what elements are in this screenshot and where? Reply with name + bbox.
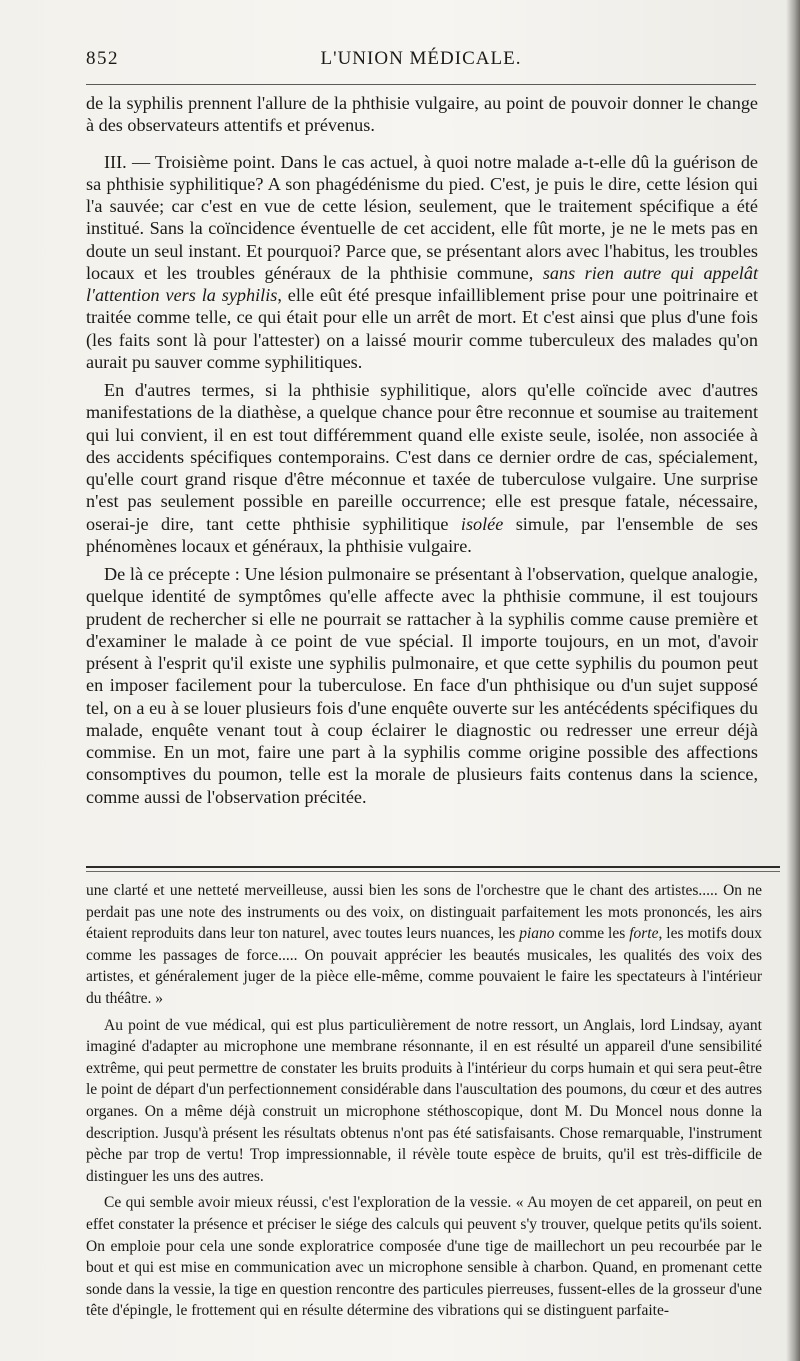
section-label: III. [104,151,127,172]
note-paragraph-medical: Au point de vue médical, qui est plus particulièrement de notre ressort, un Anglais, lord Lindsay, ayant imaginé d'adapter au microphone une membrane résonnante, il en est résulté un appareil d'une sensibilité extrême, qui peut permettre de constater les bruits produits à l'intérieur du corps humain et qui sera peut-être le point de départ d'un perfectionnement considérable dans l'auscultation des poumons, du cœur et des autres organes. On a même déjà construit un microphone stéthoscopique, dont M. Du Moncel nous donne la description. Jusqu'à présent les résultats obtenus n'ont pas été satisfaisants. Chose remarquable, l'instrument pèche par trop de vertu! Trop impressionnable, il révèle toute espèce de bruits, qu'il est très-difficile de distinguer les uns des autres. [86,1016,762,1185]
page-edge-shadow [786,0,800,1361]
main-text [86,92,758,808]
italic-phrase: sans rien autre qui appelât l'attention vers la syphilis [86,262,759,305]
paragraph-precept: De là ce précepte : Une lésion pulmonaire se présentant à l'observation, quelque analogie, quelque identité de symptômes qu'elle affecte avec la phthisie commune, il est toujours prudent de rechercher si elle ne pourrait se rattacher à la syphilis comme cause première et d'examiner le malade à ce point de vue spécial. Il importe toujours, en un mot, d'avoir présent à l'esprit qu'il existe une syphilis pulmonaire, et que cette syphilis du poumon peut en imposer facilement pour la tuberculose. En face d'un phthisique ou d'un sujet supposé tel, on a eu à se louer plusieurs fois d'une enquête ouverte sur les antécédents spécifiques du malade, enquête venant tout à coup éclairer le diagnostic ou redresser une erreur déjà commise. En un mot, faire une part à la syphilis comme origine possible des affections consomptives du poumon, telle est la morale de plusieurs faits contenus dans la science, comme aussi de l'observation précitée. [86,564,758,807]
footnote-separator [86,866,780,868]
page-header [86,46,756,76]
paragraph-third-point: III. — Troisième point. Dans le cas actuel, à quoi notre malade a-t-elle dû la guérison de sa phthisie syphilitique? A son phagédénisme du pied. C'est, je puis le dire, cette lésion qui l'a sauvée; car c'est en vue de cette lésion, seulement, que le traitement spécifique a été institué. Sans la coïncidence éventuelle de cet accident, elle fût morte, je ne le mets pas en doute un seul instant. Et pourquoi? Parce que, se présentant alors avec l'habitus, les troubles locaux et les troubles généraux de la phthisie commune, sans rien autre qui appelât l'attention vers la syphilis, elle eût été presque infailliblement prise pour une poitrinaire et traitée comme telle, ce qui était pour elle un arrêt de mort. Et c'est ainsi que plus d'une fois (les faits sont là pour l'attester) on a laissé mourir comme tuberculeux des malades qu'on aurait pu sauver comme syphilitiques. [86,151,759,372]
running-title: L'UNION MÉDICALE. [320,48,522,69]
footnote-separator-thin [86,871,780,872]
italic-word: isolée [460,513,504,534]
page-number: 852 [86,48,119,69]
paragraph-other-terms: En d'autres termes, si la phthisie syphilitique, alors qu'elle coïncide avec d'autres manifestations de la diathèse, a quelque chance pour être reconnue et soumise au traitement qui lui convient, il en est tout différemment quand elle existe seule, isolée, non associée à des accidents spécifiques contemporains. C'est dans ce dernier ordre de cas, spécialement, qu'elle court grand risque d'être méconnue et taxée de tuberculose vulgaire. Une surprise n'est pas seulement possible en pareille occurrence; elle est presque fatale, nécessaire, oserai-je dire, tant cette phthisie syphilitique isolée simule, par l'ensemble de ses phénomènes locaux et généraux, la phthisie vulgaire. [86,380,758,556]
header-rule [86,84,756,85]
feuilleton-text [86,880,762,1322]
note-paragraph-theatre: une clarté et une netteté merveilleuse, aussi bien les sons de l'orchestre que le chant des artistes..... On ne perdait pas une note des instruments ou des voix, on distinguait parfaitement les mots prononcés, les airs étaient reproduits dans leur ton naturel, avec toutes leurs nuances, les piano comme les forte, les motifs doux comme les passages de force..... On pouvait apprécier les beautés musicales, les qualités des voix des artistes, et généralement juger de la pièce elle-même, comme pouvaient le faire les spectateurs à l'intérieur du théâtre. » [86,882,762,1007]
note-paragraph-bladder: Ce qui semble avoir mieux réussi, c'est l'exploration de la vessie. « Au moyen de cet appareil, on peut en effet constater la présence et préciser le siége des calculs qui peuvent s'y trouver, quelque petits qu'ils soient. On emploie pour cela une sonde exploratrice composée d'une tige de maillechort un peu recourbée par le bout et qui est mise en communication avec un microphone sensible à charbon. Quand, en promenant cette sonde dans la vessie, la tige en question rencontre des particules pierreuses, fussent-elles de la grosseur d'une tête d'épingle, le frottement qui en résulte détermine des vibrations qui se distinguent parfaite- [86,1194,762,1320]
paragraph-continuation: de la syphilis prennent l'allure de la phthisie vulgaire, au point de pouvoir donner le change à des observateurs attentifs et prévenus. [86,93,758,136]
